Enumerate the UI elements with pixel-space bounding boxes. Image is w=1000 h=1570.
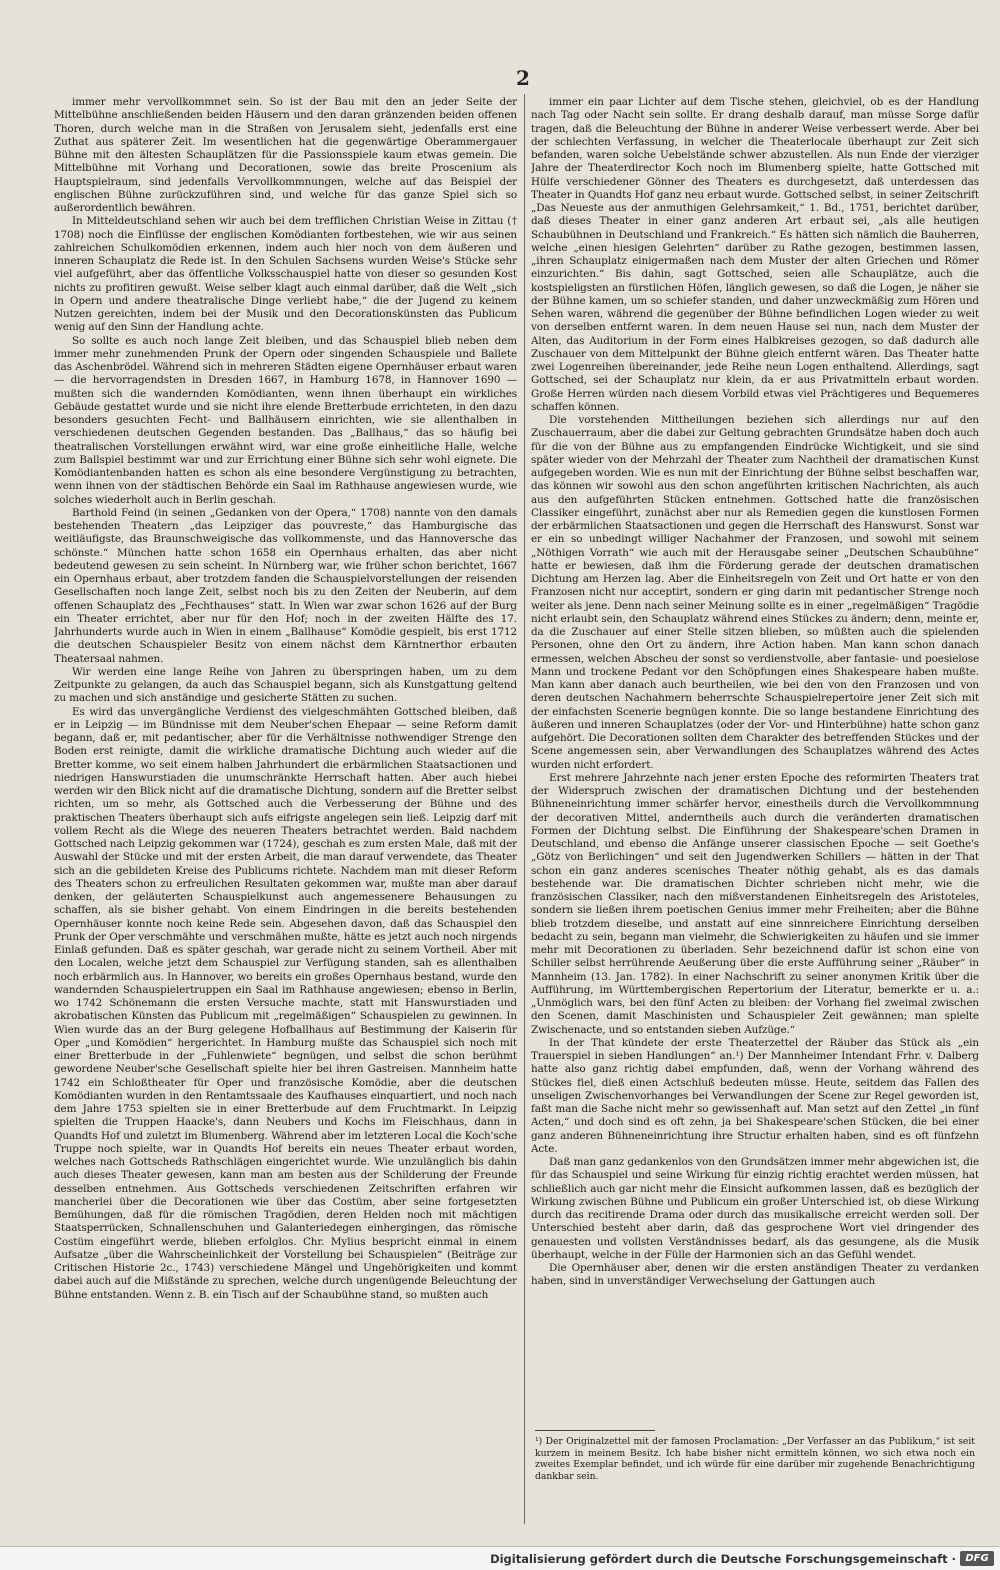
page-number: 2 xyxy=(516,66,530,90)
paragraph: In der That kündete der erste Theaterzettel der Räuber das Stück als „ein Trauerspiel in sieben Handlungen“ an.¹) Der Mannheimer Intendant Frhr. v. Dalberg hatte also ganz richtig dabei empfunden, daß, wenn der Vorhang während des Stückes fiel, dieß einen Actschluß bedeuten müsse. Heute, seitdem das Fallen des unseligen Zwischenvorhanges bei Verwandlungen der Scene zur Regel geworden ist, faßt man die Sache nicht mehr so gewissenhaft auf. Man setzt auf den Zettel „in fünf Acten,“ und doch sind es oft zehn, ja bei Shakespeare'schen Stücken, die bei einer ganz anderen Bühneneinrichtung ihre Structur erhalten haben, sind es oft fünfzehn Acte. xyxy=(531,1036,979,1155)
footnote-divider xyxy=(535,1430,655,1431)
dfg-logo-icon: DFG xyxy=(960,1551,994,1566)
column-divider xyxy=(524,94,525,1524)
paragraph: In Mitteldeutschland sehen wir auch bei dem trefflichen Christian Weise in Zittau († 1708) noch die Einflüsse der englischen Komödianten fortbestehen, wie wir aus seinen zahlreichen Schulkomödien erkennen, indem auch hier noch von dem äußeren und inneren Schauplatz die Rede ist. In den Schulen Sachsens wurden Weise's Stücke sehr viel aufgeführt, aber das öffentliche Volksschauspiel hatte von dieser so gesunden Kost nichts zu profitiren gewußt. Weise selber klagt auch einmal darüber, daß die Welt „sich in Opern und andere theatralische Dinge verliebt habe,“ die der Jugend zu keinem Nutzen gereichten, indem bei der Musik und den Decorationskünsten das Publicum wenig auf den Sinn der Handlung achte. xyxy=(54,215,517,334)
paragraph: immer mehr vervollkommnet sein. So ist der Bau mit den an jeder Seite der Mittelbühne anschließenden beiden Häusern und den daran gränzenden beiden offenen Thoren, durch welche man in die Straßen von Jerusalem sieht, jedenfalls erst eine Zuthat aus späterer Zeit. Im wesentlichen hat die gegenwärtige Oberammergauer Bühne mit den ältesten Schauplätzen für die Passionsspiele kaum etwas gemein. Die Mittelbühne mit Vorhang und Decorationen, sowie das breite Proscenium als Hauptspielraum, sind jedenfalls Vervollkommnungen, welche auf das Beispiel der englischen Bühne zurückzuführen sind, und welche für das ganze Spiel sich so außerordentlich bewähren. xyxy=(54,96,517,214)
paragraph: Die Opernhäuser aber, denen wir die ersten anständigen Theater zu verdanken haben, sind in unverständiger Verwechselung der Gattungen auch xyxy=(531,1262,979,1288)
left-column xyxy=(54,96,517,1526)
digitization-footer xyxy=(0,1546,1000,1570)
paragraph: So sollte es auch noch lange Zeit bleiben, und das Schauspiel blieb neben dem immer mehr zunehmenden Prunk der Opern oder singenden Schauspiele und Ballete das Aschenbrödel. Während sich in mehreren Städten eigene Opernhäuser erbaut waren — die hervorragendsten in Dresden 1667, in Hamburg 1678, in Hannover 1690 — mußten sich die wandernden Komödianten, wenn ihnen überhaupt ein wirkliches Gebäude gestattet wurde und sie nicht ihre elende Bretterbude errichteten, in den dazu besonders gesuchten Fecht- und Ballhäusern einrichten, wie sie allenthalben in verschiedenen deutschen Gegenden bestanden. Das „Ballhaus,“ das so häufig bei theatralischen Vorstellungen erwähnt wird, war eine große einheitliche Halle, welche zum Ballspiel bestimmt war und zur Errichtung einer Bühne sich sehr wohl eignete. Die Komödiantenbanden hatten es schon als eine besondere Vergünstigung zu betrachten, wenn ihnen von der städtischen Behörde ein Saal im Rathhause angewiesen wurde, wie solches wiederholt auch in Berlin geschah. xyxy=(54,334,517,506)
paragraph: immer ein paar Lichter auf dem Tische stehen, gleichviel, ob es der Handlung nach Tag oder Nacht sein sollte. Er drang deshalb darauf, man müsse Sorge dafür tragen, daß die Beleuchtung der Bühne in anderer Weise verbessert werde. Aber bei der schlechten Verfassung, in welcher die Theaterlocale überhaupt zur Zeit sich befanden, waren solche Uebelstände schwer abzustellen. Als nun Ende der vierziger Jahre der Theaterdirector Koch noch im Blumenberg spielte, hatte Gottsched mit Hülfe verschiedener Gönner des Theaters es durchgesetzt, daß unterdessen das Theater in Quandts Hof ganz neu erbaut wurde. Gottsched selbst, in seiner Zeitschrift „Das Neueste aus der anmuthigen Gelehrsamkeit,“ 1. Bd., 1751, berichtet darüber, daß dieses Theater in einer ganz anderen Art erbaut sei, „als alle heutigen Schaubühnen in Deutschland und Frankreich.“ Es hätten sich nämlich die Bauherren, welche „einen hiesigen Gelehrten“ darüber zu Rathe gezogen, bestimmen lassen, „ihren Schauplatz einigermaßen nach dem Muster der alten Griechen und Römer einzurichten.“ Bis dahin, sagt Gottsched, seien alle Schauplätze, auch die kostspieligsten an fürstlichen Höfen, länglich gewesen, so daß die Logen, je näher sie der Bühne kamen, um so schiefer standen, und daher unzweckmäßig zum Hören und Sehen waren, während die gegenüber der Bühne befindlichen Logen wieder zu weit von derselben entfernt waren. In dem neuen Hause sei nun, nach dem Muster der Alten, das Auditorium in der Form eines Halbkreises gezogen, so daß dadurch alle Zuschauer von dem Mittelpunkt der Bühne gleich entfernt wären. Das Theater hatte zwei Logenreihen übereinander, jede Reihe neun Logen enthaltend. Allerdings, sagt Gottsched, sei der Schauplatz nur klein, da er aus Privatmitteln erbaut worden. Große Herren würden nach diesem Vorbild etwas viel Prächtigeres und Bequemeres schaffen können. xyxy=(531,96,979,413)
paragraph: Barthold Feind (in seinen „Gedanken von der Opera,“ 1708) nannte von den damals bestehenden Theatern „das Leipziger das pouvreste,“ das Hamburgische das weitläufigste, das Braunschweigische das vollkommenste, und das Hannoversche das schönste.“ München hatte schon 1658 ein Opernhaus erhalten, das aber nicht bedeutend gewesen zu sein scheint. In Nürnberg war, wie früher schon berichtet, 1667 ein Opernhaus erbaut, aber trotzdem fanden die Schauspielvorstellungen der reisenden Gesellschaften noch lange Zeit, selbst noch bis zu den Zeiten der Neuberin, auf dem offenen Schauplatz des „Fechthauses“ statt. In Wien war zwar schon 1626 auf der Burg ein Theater errichtet, aber nur für den Hof; noch in der zweiten Hälfte des 17. Jahrhunderts wurde auch in Wien in einem „Ballhause“ Komödie gespielt, bis erst 1712 die deutschen Schauspieler Besitz von einem nächst dem Kärntnerthor erbauten Theatersaal nahmen. xyxy=(54,506,517,665)
footnote: ¹) Der Originalzettel mit der famosen Proclamation: „Der Verfasser an das Publikum,“ ist seit kurzem in meinem Besitz. Ich habe bisher nicht ermitteln können, wo sich etwa noch ein zweites Exemplar befindet, und ich würde für eine darüber mir zugehende Benachrichtigung dankbar sein. xyxy=(535,1436,975,1482)
paragraph: Wir werden eine lange Reihe von Jahren zu überspringen haben, um zu dem Zeitpunkte zu gelangen, da auch das Schauspiel begann, sich als Kunstgattung geltend zu machen und sich anständige und gesicherte Stätten zu suchen. xyxy=(54,665,517,705)
right-column xyxy=(531,96,979,1426)
paragraph: Daß man ganz gedankenlos von den Grundsätzen immer mehr abgewichen ist, die für das Schauspiel und seine Wirkung für einzig richtig erachtet werden müssen, hat schließlich auch gar nicht mehr die Einsicht aufkommen lassen, daß es bezüglich der Wirkung zwischen Bühne und Publicum ein großer Unterschied ist, ob diese Wirkung durch das recitirende Drama oder durch das musikalische erreicht werden soll. Der Unterschied besteht aber darin, daß das gesprochene Wort viel dringender des genauesten und vollsten Verständnisses bedarf, als das gesungene, als die Musik überhaupt, welche in der Fülle der Harmonien sich an das Gefühl wendet. xyxy=(531,1156,979,1261)
paragraph: Erst mehrere Jahrzehnte nach jener ersten Epoche des reformirten Theaters trat der Widerspruch zwischen der dramatischen Dichtung und der bestehenden Bühneneinrichtung immer schärfer hervor, einestheils durch die Vervollkommnung der decorativen Mittel, anderntheils auch durch die veränderten dramatischen Formen der Dichtung selbst. Die Einführung der Shakespeare'schen Dramen in Deutschland, und ebenso die Anfänge unserer classischen Epoche — seit Goethe's „Götz von Berlichingen“ und seit den Jugendwerken Schillers — hätten in der That schon ein ganz anderes scenisches Theater nöthig gehabt, als es das damals bestehende war. Die dramatischen Dichter schrieben nicht mehr, wie die französischen Classiker, nach den mißverstandenen Einheitsregeln des Aristoteles, sondern sie ließen ihrem poetischen Genius immer mehr Freiheiten; aber die Bühne blieb trotzdem dieselbe, und anstatt auf eine sinnreichere Einrichtung derselben bedacht zu sein, begann man vielmehr, die Schwierigkeiten zu häufen und sie immer mehr mit Decorationen zu überladen. Sehr bezeichnend dafür ist schon eine von Schiller selbst herrührende Aeußerung über die erste Aufführung seiner „Räuber“ in Mannheim (13. Jan. 1782). In einer Nachschrift zu seiner anonymen Kritik über die Aufführung, im Württembergischen Repertorium der Literatur, bemerkte er u. a.: „Unmöglich wars, bei den fünf Acten zu bleiben: der Vorhang fiel zweimal zwischen den Scenen, damit Maschinisten und Schauspieler Zeit gewännen; man spielte Zwischenacte, und so entstanden sieben Aufzüge.“ xyxy=(531,771,979,1036)
paragraph: Die vorstehenden Mittheilungen beziehen sich allerdings nur auf den Zuschauerraum, aber die dabei zur Geltung gebrachten Grundsätze haben doch auch für die von der Bühne aus zu empfangenden Eindrücke Wichtigkeit, und sie sind später wieder von der Mehrzahl der Theater zum Nachtheil der dramatischen Kunst aufgegeben worden. Wie es nun mit der Einrichtung der Bühne selbst beschaffen war, das können wir sowohl aus den schon angeführten kritischen Nachrichten, als auch aus den aufgeführten Stücken entnehmen. Gottsched hatte die französischen Classiker eingeführt, zunächst aber nur als Remedien gegen die kunstlosen Formen der erbärmlichen Staatsactionen und gegen die Herrschaft des Hanswurst. Sonst war er ein so unbedingt williger Nachahmer der Franzosen, und sowohl mit seinem „Nöthigen Vorrath“ wie auch mit der Herausgabe seiner „Deutschen Schaubühne“ hatte er bewiesen, daß ihm die Förderung gerade der deutschen dramatischen Dichtung am Herzen lag. Aber die Einheitsregeln von Zeit und Ort hatte er von den Franzosen nicht nur acceptirt, sondern er ging darin mit pedantischer Strenge noch weiter als jene. Denn nach seiner Meinung sollte es in einer „regelmäßigen“ Tragödie nicht erlaubt sein, den Schauplatz während eines Stückes zu ändern; denn, meinte er, da die Zuschauer auf einer Stelle sitzen blieben, so müßten auch die spielenden Personen, ohne den Ort zu ändern, ihre Action haben. Man kann schon danach ermessen, welchen Abscheu der sonst so verdienstvolle, aber fantasie- und poesielose Mann und trockene Pedant vor den Schöpfungen eines Shakespeare haben mußte. Man kann aber danach auch beurtheilen, wie bei den von den Franzosen und von deren deutschen Nachahmern beherrschte Schauspielrepertoire jener Zeit sich mit der einfachsten Scenerie begnügen konnte. Die so lange bestandene Einrichtung des äußeren und inneren Schauplatzes (oder der Vor- und Hinterbühne) hatte schon ganz aufgehört. Die Decorationen sollten dem Charakter des betreffenden Stückes und der Scene angemessen sein, aber Verwandlungen des Schauplatzes während des Actes wurden nicht erfordert. xyxy=(531,414,979,771)
paragraph: Es wird das unvergängliche Verdienst des vielgeschmähten Gottsched bleiben, daß er in Leipzig — im Bündnisse mit dem Neuber'schen Ehepaar — seine Reform damit begann, daß er, mit pedantischer, aber für die Verhältnisse nothwendiger Strenge den Boden erst reinigte, damit die wirkliche dramatische Dichtung auch wieder auf die Bretter komme, wo seit einem halben Jahrhundert die erbärmlichen Staatsactionen und niedrigen Hanswurstiaden die unumschränkte Herrschaft hatten. Aber auch hiebei werden wir den Blick nicht auf die dramatische Dichtung, sondern auf die Bretter selbst richten, um so mehr, als Gottsched auch die Verbesserung der Bühne und des praktischen Theaters überhaupt sich aufs eifrigste angelegen sein ließ. Leipzig darf mit vollem Recht als die Wiege des neueren Theaters betrachtet werden. Bald nachdem Gottsched nach Leipzig gekommen war (1724), geschah es zum ersten Male, daß mit der Auswahl der Stücke und mit der ersten Arbeit, die man darauf verwendete, das Theater sich an die gebildeten Kreise des Publicums richtete. Nachdem man mit dieser Reform des Theaters schon zu erfreulichen Resultaten gekommen war, mußte man aber darauf denken, der geläuterten Schauspielkunst auch angemessenere Behausungen zu schaffen, als sie bisher gehabt. Von einem Eindringen in die bereits bestehenden Opernhäuser konnte noch keine Rede sein. Abgesehen davon, daß das Schauspiel den Prunk der Oper verschmähte und verschmähen mußte, hätte es jetzt auch noch nirgends Einlaß gefunden. Daß es später geschah, war gerade nicht zu seinem Vortheil. Aber mit den Localen, welche jetzt dem Schauspiel zur Verfügung standen, sah es allenthalben noch erbärmlich aus. In Hannover, wo bereits ein großes Opernhaus bestand, wurde den wandernden Schauspielertruppen ein Saal im Rathhause angewiesen; ebenso in Berlin, wo 1742 Schönemann die ersten Versuche machte, statt mit Hanswurstiaden und akrobatischen Künsten das Publicum mit „regelmäßigen“ Schauspielen zu gewinnen. In Wien wurde das an der Burg gelegene Hofballhaus auf Bestimmung der Kaiserin für Oper „und Komödien“ hergerichtet. In Hamburg mußte das Schauspiel sich noch mit einer Bretterbude in der „Fuhlenwiete“ begnügen, und selbst die schon berühmt gewordene Neuber'sche Gesellschaft spielte hier bei ihren Gastreisen. Mannheim hatte 1742 ein Schloßtheater für Oper und französische Komödie, aber die deutschen Komödianten wurden in den Rentamtssaale des Kaufhauses einquartiert, und noch nach dem Jahre 1753 spielten sie in einer Bretterbude auf dem Fruchtmarkt. In Leipzig spielten die Truppen Haacke's, dann Neubers und Kochs im Fleischhaus, dann in Quandts Hof und zuletzt im Blumenberg. Während aber im letzteren Local die Koch'sche Truppe noch spielte, war in Quandts Hof bereits ein neues Theater erbaut worden, welches nach Gottscheds Rathschlägen eingerichtet wurde. Wie unzulänglich bis dahin auch dieses Theater gewesen, kann man am besten aus der Schilderung der Freunde desselben entnehmen. Aus Gottscheds verschiedenen Zeitschriften erfahren wir mancherlei über die Decorationen wie über das Costüm, aber seine fortgesetzten Bemühungen, daß für die römischen Tragödien, deren Helden noch mit mächtigen Staatsperrücken, Schnallenschuhen und Galanteriedegen einhergingen, das römische Costüm eingeführt werde, blieben erfolglos. Chr. Mylius bespricht einmal in einem Aufsatze „über die Wahrscheinlichkeit der Vorstellung bei Schauspielen“ (Beiträge zur Critischen Historie 2c., 1743) verschiedene Mängel und Ungehörigkeiten und kommt dabei auch auf die Mißstände zu sprechen, welche durch ungenügende Beleuchtung der Bühne entstanden. Wenn z. B. ein Tisch auf der Schaubühne stand, so mußten auch xyxy=(54,705,517,1301)
footer-credit: Digitalisierung gefördert durch die Deutsche Forschungsgemeinschaft · xyxy=(490,1552,956,1566)
